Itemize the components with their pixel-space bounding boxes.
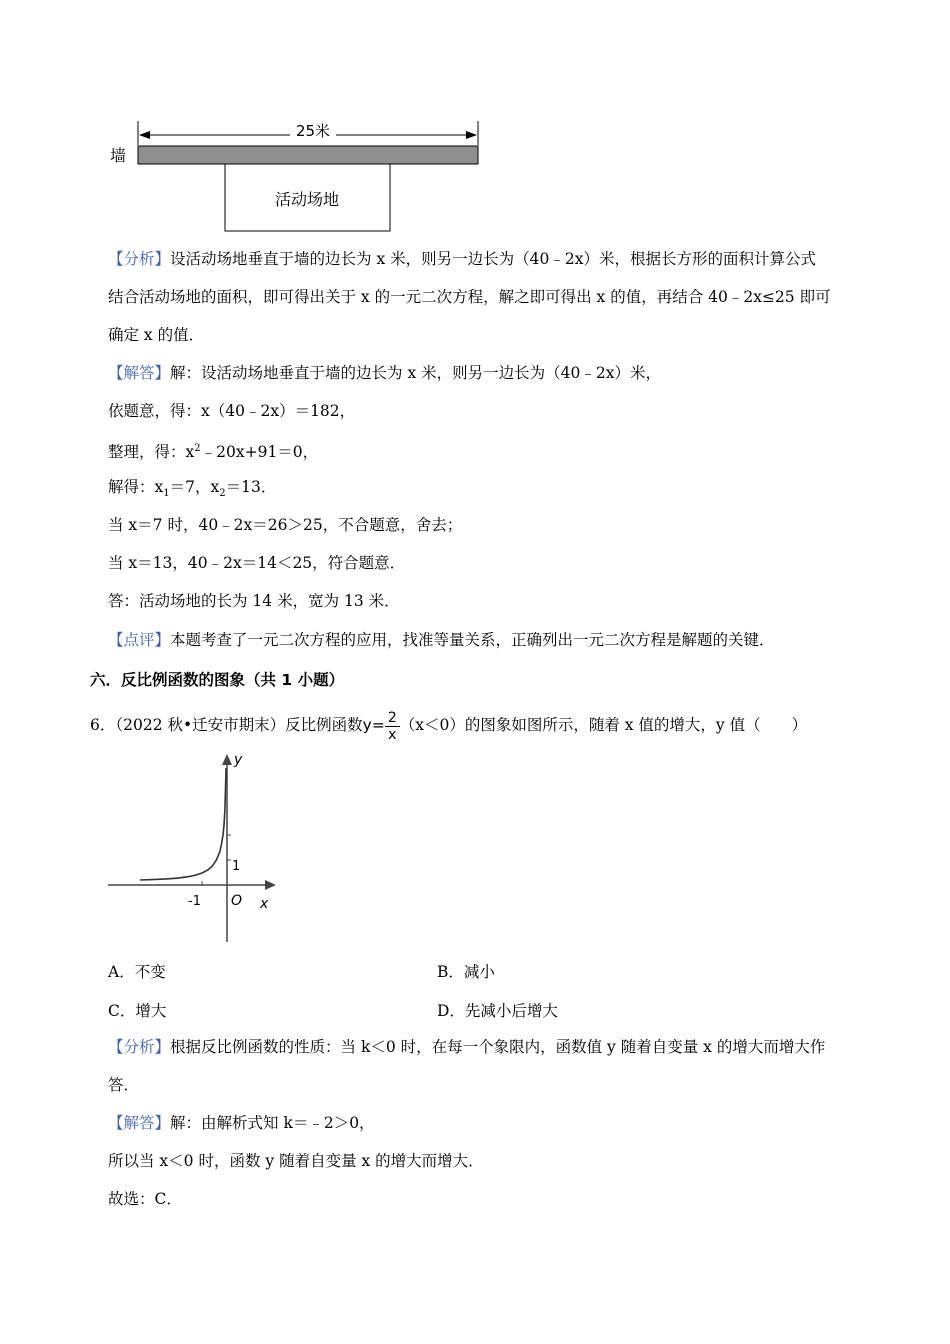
wall-field-figure [100, 115, 500, 235]
option-b[interactable]: B．减小 [437, 963, 495, 981]
answer-line-1: 【解答】解：设活动场地垂直于墙的边长为 x 米，则另一边长为（40﹣2x）米， [108, 364, 661, 382]
hyperbola-graph [100, 748, 290, 948]
comment-tag: 【点评】 [108, 631, 171, 649]
answer-step-7: 答：活动场地的长为 14 米，宽为 13 米． [108, 592, 400, 610]
comment-line: 【点评】本题考查了一元二次方程的应用，找准等量关系，正确列出一元二次方程是解题的关键． [108, 631, 775, 649]
field-label: 活动场地 [274, 190, 340, 209]
y-label: y [234, 752, 243, 768]
y-axis-arrow-icon [222, 754, 232, 765]
wall-bar [138, 146, 478, 164]
x-label: x [260, 896, 269, 912]
analysis-line-1: 【分析】设活动场地垂直于墙的边长为 x 米，则另一边长为（40﹣2x）米，根据长方形的面积计算公式 [108, 250, 816, 268]
analysis-line-3: 确定 x 的值． [108, 326, 205, 344]
arrow-right-icon [466, 131, 477, 139]
q6-analysis-line-1: 【分析】根据反比例函数的性质：当 k＜0 时，在每一个象限内，函数值 y 随着自变量 x 的增大而增大作 [108, 1038, 826, 1056]
answer-step-3: 整理，得：$x^2﹣20x+91=0$， [108, 443, 319, 462]
answer-tag: 【解答】 [108, 364, 171, 382]
fraction: $\frac{2}{x}$ [385, 710, 400, 743]
length-label: 25米 [295, 122, 331, 140]
q6-analysis-tag: 【分析】 [108, 1038, 171, 1056]
tick-label-1: 1 [232, 859, 241, 874]
q6-answer-step-2: 所以当 x＜0 时，函数 y 随着自变量 x 的增大而增大． [108, 1152, 484, 1170]
q6-answer-step-3: 故选：C． [108, 1190, 182, 1208]
q6-analysis-line-2: 答． [108, 1076, 140, 1094]
arrow-left-icon [139, 131, 150, 139]
question-6: 6．（2022 秋•迁安市期末）反比例函数y= $\frac{2}{x}$ （x＜0）的图象如图所示，随着 x 值的增大，y 值（ ） [90, 709, 808, 743]
q6-answer-line-1: 【解答】解：由解析式知 k＝﹣2＞0， [108, 1114, 375, 1132]
option-c[interactable]: C．增大 [108, 1002, 167, 1020]
origin-label: O [231, 893, 243, 909]
analysis-tag: 【分析】 [108, 250, 171, 268]
answer-step-4: 解得：$x_1=7$，$x_2=13$． [108, 478, 277, 500]
answer-step-5: 当 x＝7 时，40﹣2x＝26＞25，不合题意，舍去； [108, 516, 463, 534]
x-axis-arrow-icon [265, 880, 276, 890]
analysis-line-2: 结合活动场地的面积，即可得出关于 x 的一元二次方程，解之即可得出 x 的值，再结合 40﹣2x≤25 即可 [108, 288, 831, 306]
option-a[interactable]: A．不变 [108, 963, 166, 981]
hyperbola-curve [140, 768, 226, 880]
answer-step-6: 当 x＝13，40﹣2x＝14＜25，符合题意． [108, 554, 406, 572]
wall-label: 墙 [110, 146, 127, 165]
answer-step-2: 依题意，得：x（40﹣2x）＝182， [108, 402, 356, 420]
function-y: y= [362, 716, 385, 734]
option-d[interactable]: D．先减小后增大 [437, 1002, 558, 1020]
section-heading: 六．反比例函数的图象（共 1 小题） [90, 671, 345, 689]
tick-label-neg1: -1 [188, 894, 201, 909]
q6-answer-tag: 【解答】 [108, 1114, 171, 1132]
